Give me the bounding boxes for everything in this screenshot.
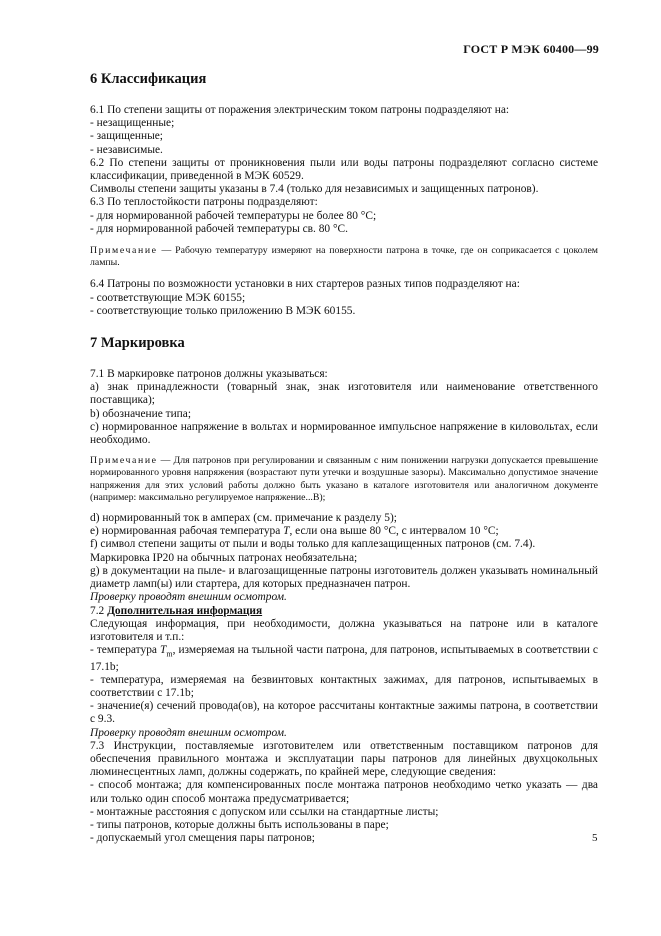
text: , если она выше 80 °С, с интервалом 10 °С;	[289, 525, 499, 538]
note-7	[90, 455, 598, 504]
para-number: 7.2	[90, 604, 108, 617]
list-item: - монтажные расстояния с допуском или ссылки на стандартные листы;	[90, 805, 439, 818]
para-6-2b: Символы степени защиты указаны в 7.4 (только для независимых и защищенных патронов).	[90, 183, 539, 196]
para-7-1: 7.1 В маркировке патронов должны указываться:	[90, 368, 328, 381]
page-number: 5	[592, 832, 598, 844]
note-label: Примечание	[90, 245, 158, 257]
para-6-4: 6.4 Патроны по возможности установки в них стартеров разных типов подразделяют на:	[90, 278, 520, 291]
para-7-1-d: d) нормированный ток в амперах (см. примечание к разделу 5);	[90, 512, 397, 525]
para-6-1: 6.1 По степени защиты от поражения электрическим током патроны подразделяют на:	[90, 104, 510, 116]
list-item: - температура, измеряемая на безвинтовых контактных зажимах, для патронов, испытываемых в соответствии с 17.1b;	[90, 673, 598, 699]
para-6-2: 6.2 По степени защиты от проникновения пыли или воды патроны подразделяют согласно системе классификации, приведенной в МЭК 60529.	[90, 156, 598, 183]
section-6-title: 6 Классификация	[90, 71, 207, 87]
para-7-1-a: а) знак принадлежности (товарный знак, знак изготовителя или наименование ответственного поставщика);	[90, 381, 598, 407]
para-7-1-e	[90, 525, 598, 538]
subsection-title: Дополнительная информация	[107, 604, 263, 617]
symbol-t: Т	[283, 525, 290, 538]
para-7-1-c: с) нормированное напряжение в вольтах и нормированное импульсное напряжение в киловольтах, если необходимо.	[90, 420, 598, 447]
para-7-2-heading	[90, 605, 598, 618]
list-item: - для нормированной рабочей температуры св. 80 °С.	[90, 222, 348, 235]
symbol-t: Т	[159, 644, 167, 657]
para-7-1-b: b) обозначение типа;	[90, 407, 191, 420]
para-7-1-g: g) в документации на пыле- и влагозащищенные патроны изготовитель должен указывать номинальный диаметр ламп(ы) или стартера, для которых предназначен патрон.	[90, 564, 598, 591]
list-item: - соответствующие МЭК 60155;	[90, 291, 246, 304]
note-label: Примечание	[90, 455, 158, 467]
note-6	[90, 245, 598, 269]
text: - температура	[90, 644, 160, 657]
check-note: Проверку проводят внешним осмотром.	[90, 726, 287, 739]
list-item: - независимые.	[90, 143, 163, 156]
para-7-2: Следующая информация, при необходимости, должна указываться на патроне или в каталоге изготовителя и т.п.:	[90, 617, 598, 643]
page-content	[90, 70, 598, 845]
para-7-1-f2: Маркировка IP20 на обычных патронах необязательна;	[90, 551, 358, 564]
list-item	[90, 644, 598, 674]
standard-header: ГОСТ Р МЭК 60400—99	[463, 42, 599, 56]
list-item: - значение(я) сечений провода(ов), на которое рассчитаны контактные зажимы патрона, в соответствии с 9.3.	[90, 700, 598, 726]
para-7-1-f: f) символ степени защиты от пыли и воды только для каплезащищенных патронов (см. 7.4).	[90, 538, 536, 551]
text: , измеряемая на тыльной части патрона, для патронов, испытываемых в соответствии с 17.1b;	[90, 644, 598, 673]
note-text: — Для патронов при регулировании и связанным с ним понижении нагрузки допускается превышение нормированного уровня напряжения (возрастают пути утечки и воздушные зазоры). Максимально допустимое значение напряжения для этих условий работы должно быть указано в каталоге изготовителя или аналогичном документе (например: максимально регулируемое напряжение...В);	[90, 455, 598, 503]
list-item: - защищенные;	[90, 130, 163, 143]
para-6-3: 6.3 По теплостойкости патроны подразделяют:	[90, 196, 318, 209]
text: е) нормированная рабочая температура	[90, 525, 284, 538]
list-item: - способ монтажа; для компенсированных после монтажа патронов необходимо четко указать — два или только один способ монтажа предусматривается;	[90, 779, 598, 805]
check-note: Проверку проводят внешним осмотром.	[90, 591, 287, 604]
list-item: - допускаемый угол смещения пары патронов;	[90, 832, 315, 845]
note-text: — Рабочую температуру измеряют на поверхности патрона в точке, где он соприкасается с цоколем лампы.	[90, 245, 598, 269]
list-item: - типы патронов, которые должны быть использованы в паре;	[90, 819, 389, 832]
list-item: - для нормированной рабочей температуры не более 80 °С;	[90, 209, 377, 222]
para-7-3: 7.3 Инструкции, поставляемые изготовителем или ответственным поставщиком патронов для обеспечения правильного монтажа и эксплуатации пары патронов для линейных двухцокольных люминесцентных ламп, должны содержать, по крайней мере, следующие сведения:	[90, 739, 598, 779]
symbol-subscript: m	[166, 649, 173, 659]
list-item: - соответствующие только приложению В МЭК 60155.	[90, 304, 356, 317]
list-item: - незащищенные;	[90, 117, 175, 130]
section-7-title: 7 Маркировка	[90, 335, 185, 352]
